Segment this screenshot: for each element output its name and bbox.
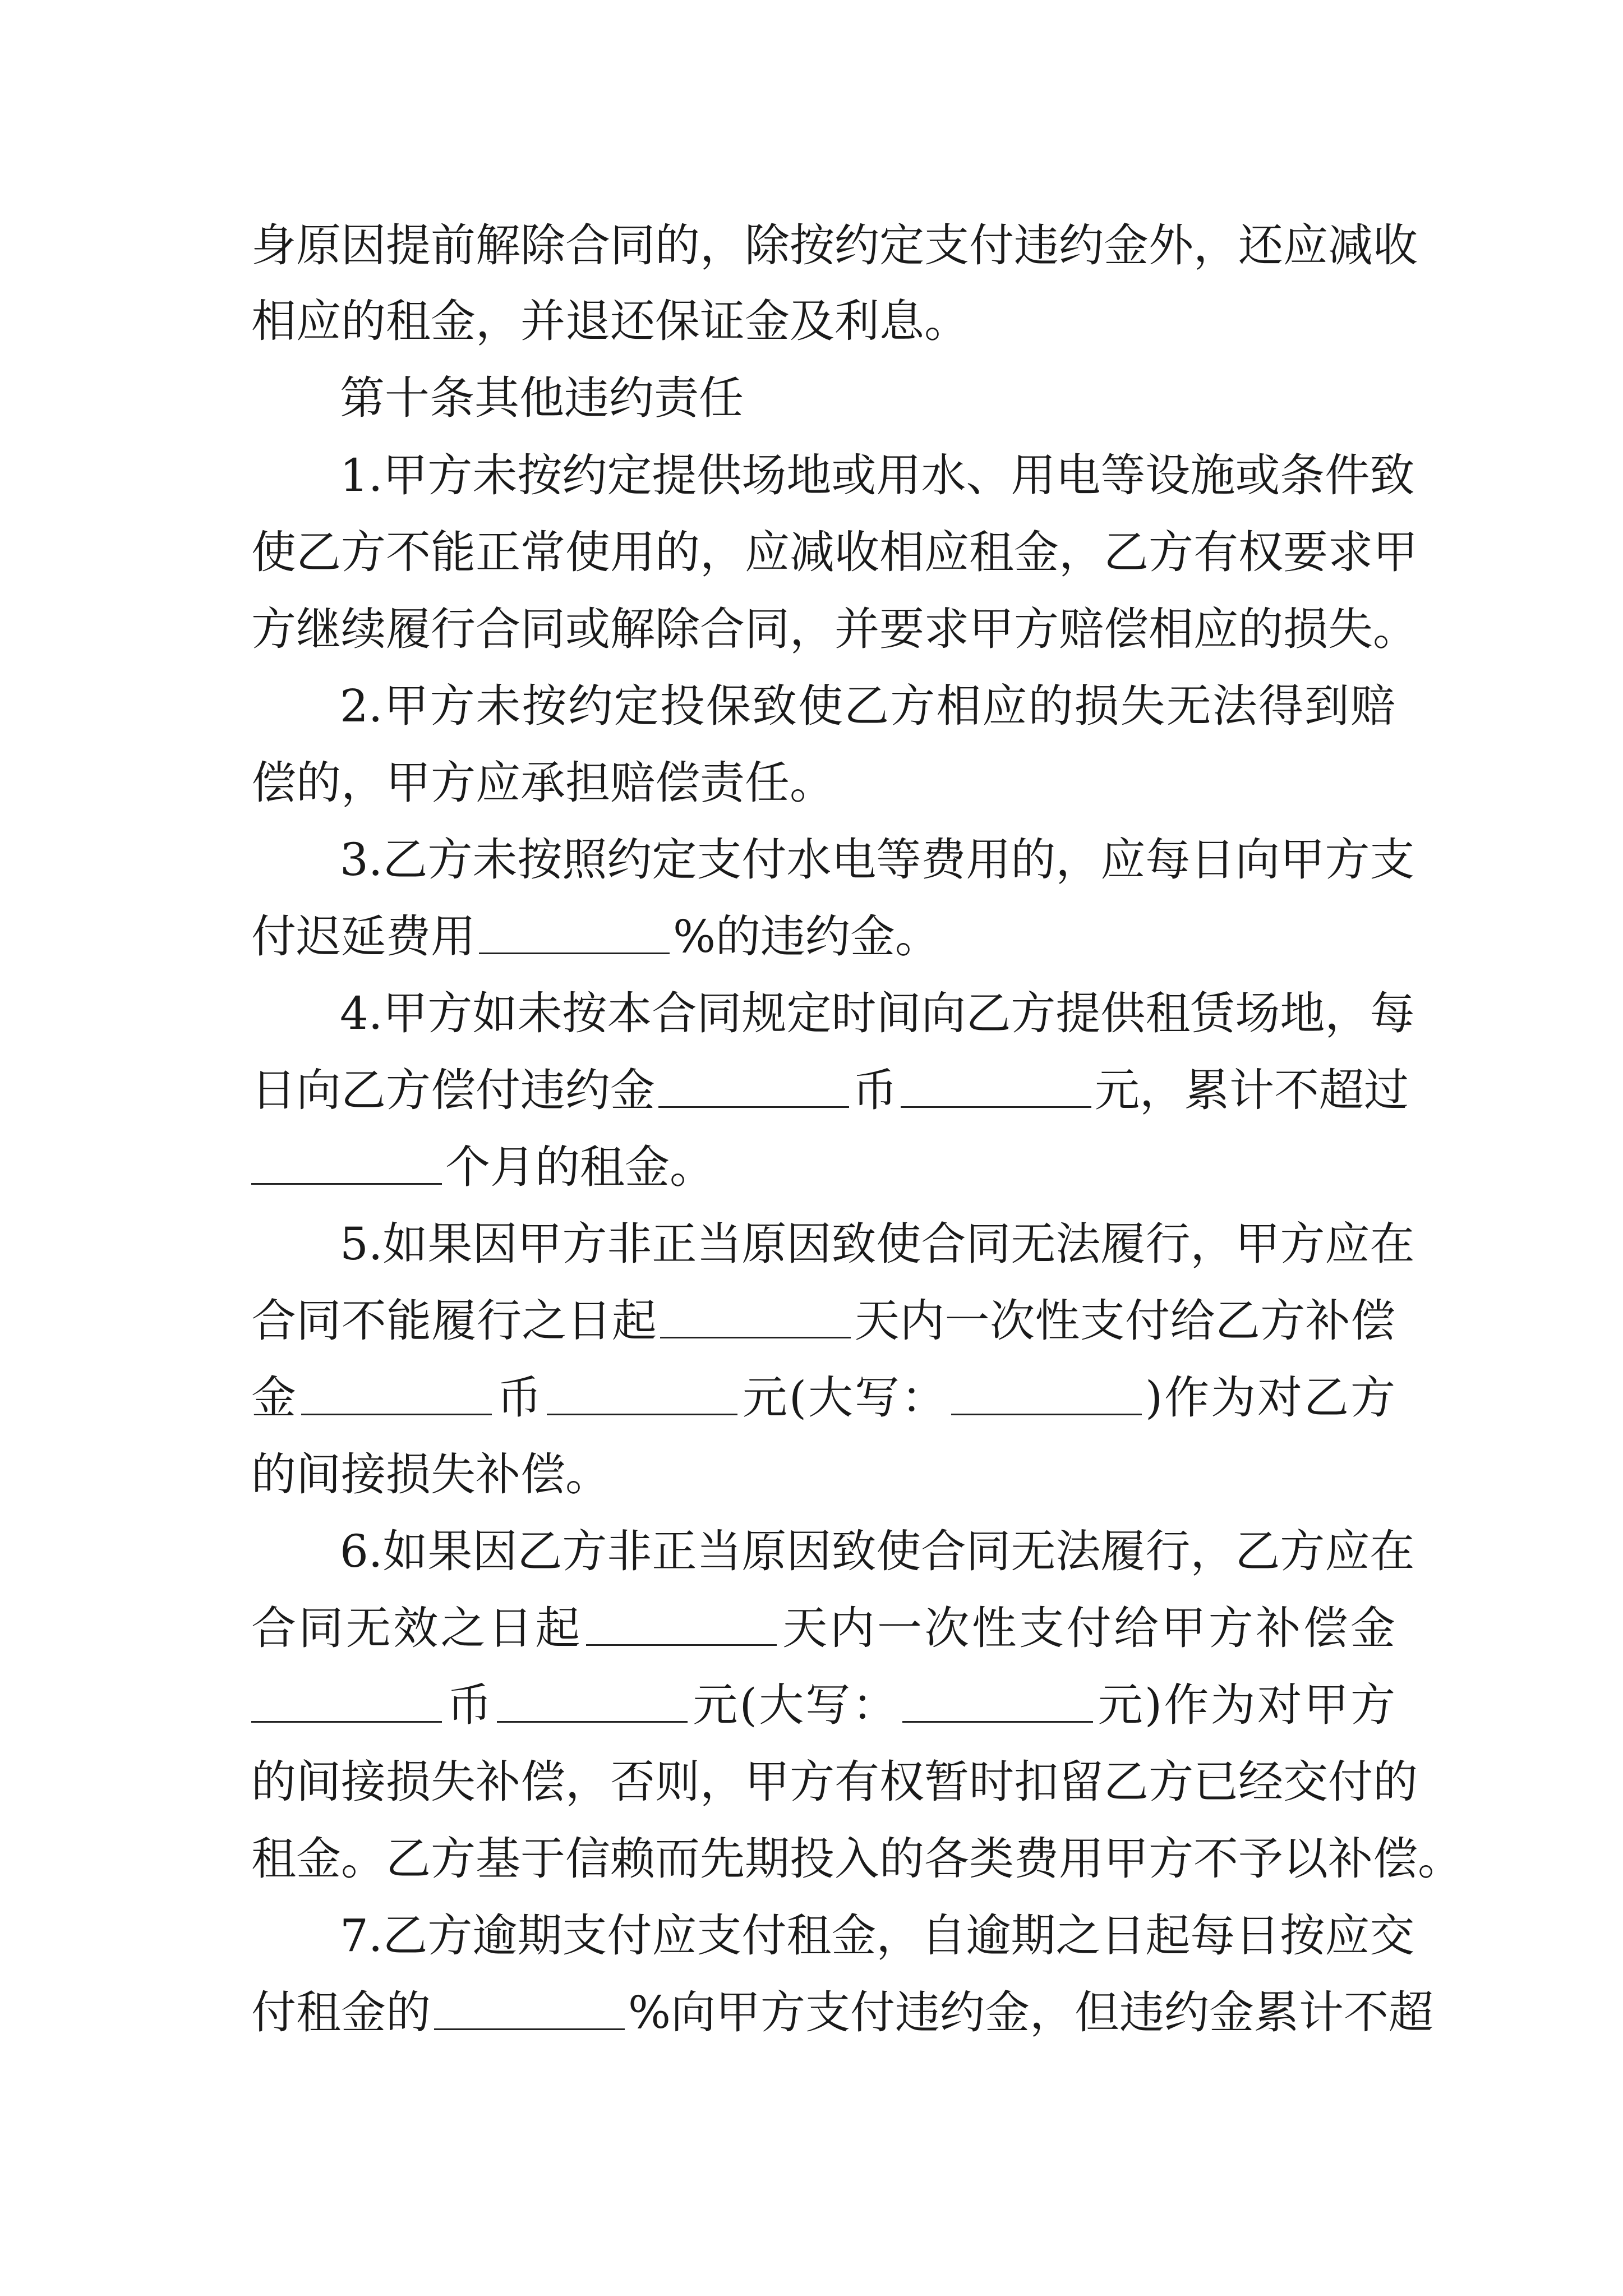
text-span: %向甲方支付违约金，但违约金累计不超 — [628, 1986, 1434, 2039]
fill-in-blank[interactable] — [434, 1984, 625, 2030]
text-span: 方继续履行合同或解除合同，并要求甲方赔偿相应的损失。 — [251, 603, 1418, 655]
text-span: %的违约金。 — [673, 910, 940, 963]
text-line — [251, 590, 1418, 669]
text-span: 3.乙方未按照约定支付水电等费用的，应每日向甲方支 — [340, 834, 1415, 886]
text-span: 2.甲方未按约定投保致使乙方相应的损失无法得到赔 — [340, 680, 1395, 732]
text-span: 5.如果因甲方非正当原因致使合同无法履行，甲方应在 — [340, 1218, 1415, 1270]
text-span: 元(大写： — [691, 1679, 899, 1731]
fill-in-blank[interactable] — [547, 1369, 737, 1415]
text-span: 付租金的 — [251, 1986, 431, 2039]
text-span: 付迟延费用 — [251, 910, 476, 963]
fill-in-blank[interactable] — [497, 1676, 688, 1723]
text-span: 的间接损失补偿。 — [251, 1448, 610, 1501]
fill-in-blank[interactable] — [660, 1292, 851, 1338]
fill-in-blank[interactable] — [901, 1061, 1091, 1108]
fill-in-blank[interactable] — [658, 1061, 849, 1108]
text-span: 相应的租金，并退还保证金及利息。 — [251, 295, 969, 347]
text-line — [251, 1589, 1395, 1668]
text-span: 元(大写： — [740, 1372, 948, 1424]
fill-in-blank[interactable] — [251, 1676, 442, 1723]
text-span: 金 — [251, 1372, 298, 1424]
text-line — [340, 821, 1415, 899]
text-span: 币 — [852, 1064, 897, 1116]
text-span: 身原因提前解除合同的，除按约定支付违约金外，还应减收 — [251, 219, 1418, 272]
text-line — [251, 206, 1418, 285]
text-line — [340, 1897, 1415, 1975]
text-span: 合同无效之日起 — [251, 1602, 583, 1654]
text-span: 币 — [495, 1372, 543, 1424]
text-line — [251, 513, 1418, 592]
section-heading — [340, 359, 1395, 438]
text-line — [251, 1128, 1395, 1207]
text-line — [251, 1435, 1395, 1514]
text-line — [251, 1743, 1418, 1821]
fill-in-blank[interactable] — [951, 1369, 1142, 1415]
text-line — [340, 1512, 1415, 1591]
fill-in-blank[interactable] — [301, 1369, 492, 1415]
text-span: 第十条其他违约责任 — [340, 372, 744, 424]
text-span: 个月的租金。 — [445, 1141, 714, 1193]
text-span: 天内一次性支付给甲方补偿金 — [780, 1602, 1396, 1654]
text-span: 租金。乙方基于信赖而先期投入的各类费用甲方不予以补偿。 — [251, 1833, 1463, 1885]
fill-in-blank[interactable] — [586, 1599, 777, 1646]
text-line — [251, 1973, 1434, 2052]
text-span: 的间接损失补偿，否则，甲方有权暂时扣留乙方已经交付的 — [251, 1756, 1418, 1808]
text-span: 合同不能履行之日起 — [251, 1295, 657, 1347]
fill-in-blank[interactable] — [479, 908, 670, 954]
text-line — [340, 436, 1415, 515]
text-line — [340, 1205, 1415, 1283]
text-span: 1.甲方未按约定提供场地或用水、用电等设施或条件致 — [340, 449, 1415, 501]
text-span: )作为对乙方 — [1145, 1372, 1395, 1424]
text-line — [251, 1820, 1463, 1898]
text-span: 元)作为对甲方 — [1096, 1679, 1396, 1731]
text-span: 6.如果因乙方非正当原因致使合同无法履行，乙方应在 — [340, 1525, 1415, 1577]
text-span: 使乙方不能正常使用的，应减收相应租金，乙方有权要求甲 — [251, 526, 1418, 578]
text-span: 日向乙方偿付违约金 — [251, 1064, 655, 1116]
text-line — [251, 282, 1395, 361]
text-line — [251, 1282, 1395, 1360]
text-span: 币 — [445, 1679, 494, 1731]
text-line — [251, 1051, 1409, 1130]
text-line — [251, 898, 1395, 976]
fill-in-blank[interactable] — [902, 1676, 1093, 1723]
text-line — [340, 974, 1415, 1053]
text-span: 4.甲方如未按本合同规定时间向乙方提供租赁场地，每 — [340, 987, 1415, 1039]
text-span: 天内一次性支付给乙方补偿 — [854, 1295, 1396, 1347]
fill-in-blank[interactable] — [251, 1138, 442, 1185]
text-span: 元，累计不超过 — [1095, 1064, 1409, 1116]
text-line — [251, 1666, 1395, 1745]
text-line — [340, 667, 1395, 746]
text-span: 偿的，甲方应承担赔偿责任。 — [251, 757, 834, 809]
text-line — [251, 744, 1395, 822]
text-span: 7.乙方逾期支付应支付租金，自逾期之日起每日按应交 — [340, 1910, 1415, 1962]
text-line — [251, 1359, 1395, 1437]
